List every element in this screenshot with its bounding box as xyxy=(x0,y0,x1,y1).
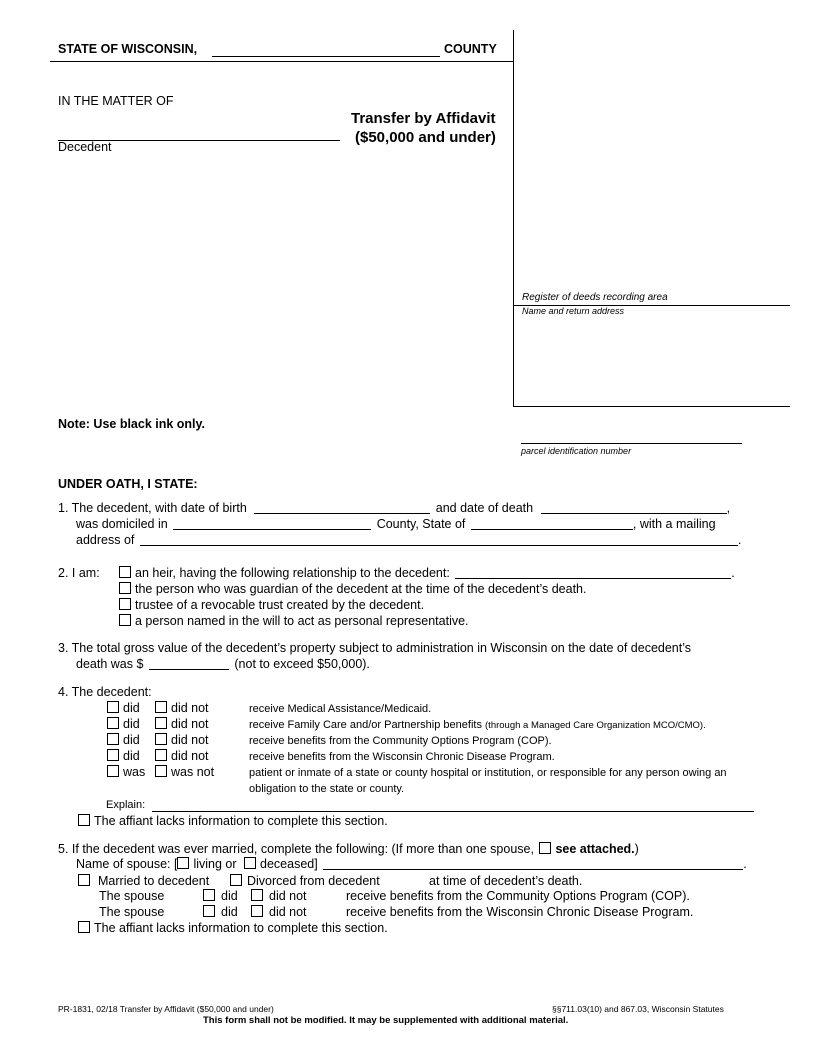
item1-domiciled-label: was domiciled in xyxy=(76,517,168,531)
item1-address-label: address of xyxy=(76,533,135,547)
medicaid-did-label: did xyxy=(123,701,140,715)
item3-line2 xyxy=(76,657,370,671)
footer-form-id: PR-1831, 02/18 Transfer by Affidavit ($50,000 and under) xyxy=(58,1004,274,1014)
dob-field[interactable] xyxy=(254,502,430,514)
item3-line1: 3. The total gross value of the decedent’s property subject to administration in Wisconsin on the date of decedent’s xyxy=(58,641,692,655)
institution-was-checkbox[interactable] xyxy=(107,765,119,777)
married-option xyxy=(78,874,209,888)
item4-row-familycare xyxy=(107,717,209,731)
parcel-id-label: parcel identification number xyxy=(521,446,632,456)
spouse-name-label: Name of spouse: [ xyxy=(76,857,178,871)
spouse-wcdp-text: receive benefits from the Wisconsin Chronic Disease Program. xyxy=(346,905,694,919)
item1-comma: , xyxy=(726,501,731,515)
spouse-deceased-label: deceased] xyxy=(260,857,318,871)
oath-heading: UNDER OATH, I STATE: xyxy=(58,477,198,491)
item4-row-familycare-text xyxy=(249,719,706,731)
divorced-label: Divorced from decedent xyxy=(247,874,380,888)
item4-lacks-label: The affiant lacks information to complete this section. xyxy=(94,814,388,828)
ink-note: Note: Use black ink only. xyxy=(58,417,206,431)
spouse-cop-text: receive benefits from the Community Options Program (COP). xyxy=(346,889,690,903)
item5-lacks-checkbox[interactable] xyxy=(78,921,90,933)
item4-row-cop xyxy=(107,733,209,747)
footer-statutes: §§711.03(10) and 867.03, Wisconsin Statutes xyxy=(552,1004,724,1014)
gross-value-label: death was $ xyxy=(76,657,144,671)
institution-was-label: was xyxy=(123,765,146,779)
see-attached-checkbox[interactable] xyxy=(539,842,551,854)
spouse-living-label: living or xyxy=(193,857,237,871)
item1-dod-label: and date of death xyxy=(435,501,534,515)
county-label: COUNTY xyxy=(444,42,497,56)
county-name-field[interactable] xyxy=(212,56,440,57)
item4-lacks-checkbox[interactable] xyxy=(78,814,90,826)
heir-period: . xyxy=(731,566,735,580)
spouse-living-checkbox[interactable] xyxy=(177,857,189,869)
wcdp-didnot-label: did not xyxy=(171,749,209,763)
dod-field[interactable] xyxy=(541,502,727,514)
wcdp-did-checkbox[interactable] xyxy=(107,749,119,761)
recording-area-border xyxy=(513,30,514,407)
item4-lead: 4. The decedent: xyxy=(58,685,152,699)
medicaid-didnot-checkbox[interactable] xyxy=(155,701,167,713)
heir-checkbox[interactable] xyxy=(119,566,131,578)
see-attached-paren: ) xyxy=(634,842,639,856)
institution-wasnot-checkbox[interactable] xyxy=(155,765,167,777)
matter-label: IN THE MATTER OF xyxy=(58,94,174,108)
trustee-checkbox[interactable] xyxy=(119,598,131,610)
familycare-did-checkbox[interactable] xyxy=(107,717,119,729)
explain-label: Explain: xyxy=(106,799,146,811)
trustee-label: trustee of a revocable trust created by the decedent. xyxy=(135,598,425,612)
state-label: STATE OF WISCONSIN, xyxy=(58,42,198,56)
wcdp-didnot-checkbox[interactable] xyxy=(155,749,167,761)
name-return-label: Name and return address xyxy=(522,306,625,316)
personal-rep-checkbox[interactable] xyxy=(119,614,131,626)
spouse-cop-row xyxy=(99,889,307,903)
personal-rep-label: a person named in the will to act as personal representative. xyxy=(135,614,469,628)
familycare-didnot-checkbox[interactable] xyxy=(155,717,167,729)
spouse-cop-didnot-checkbox[interactable] xyxy=(251,889,263,901)
item1-mailing-label: , with a mailing xyxy=(632,517,716,531)
gross-value-limit: (not to exceed $50,000). xyxy=(234,657,370,671)
familycare-note: (through a Managed Care Organization MCO/CMO). xyxy=(485,720,706,731)
item5-lead-text: 5. If the decedent was ever married, complete the following: (If more than one spouse, xyxy=(58,842,534,856)
parcel-id-field[interactable] xyxy=(521,443,742,444)
header-divider xyxy=(50,61,513,62)
item2-lead: 2. I am: xyxy=(58,566,100,580)
married-label: Married to decedent xyxy=(98,874,210,888)
item4-row-wcdp-text: receive benefits from the Wisconsin Chronic Disease Program. xyxy=(249,751,555,763)
cop-didnot-checkbox[interactable] xyxy=(155,733,167,745)
item1-state-label: County, State of xyxy=(376,517,466,531)
heir-label: an heir, having the following relationship to the decedent: xyxy=(135,566,450,580)
spouse-wcdp-didnot-label: did not xyxy=(269,905,307,919)
spouse-cop-did-checkbox[interactable] xyxy=(203,889,215,901)
see-attached-label: see attached. xyxy=(555,842,635,856)
divorced-checkbox[interactable] xyxy=(230,874,242,886)
item4-row-institution xyxy=(107,765,214,779)
item2-heir-option xyxy=(119,566,735,580)
marital-time-label: at time of decedent’s death. xyxy=(429,874,583,888)
cop-didnot-label: did not xyxy=(171,733,209,747)
item4-row-institution-text: patient or inmate of a state or county hospital or institution, or responsible for any person owing an xyxy=(249,767,727,779)
item2-guardian-option xyxy=(119,582,586,596)
domicile-county-field[interactable] xyxy=(173,518,371,530)
item1-line3 xyxy=(76,533,741,547)
divorced-option xyxy=(230,874,380,888)
spouse-cop-didnot-label: did not xyxy=(269,889,307,903)
item5-lead xyxy=(58,842,639,856)
familycare-text: receive Family Care and/or Partnership benefits xyxy=(249,719,482,731)
form-title: Transfer by Affidavit xyxy=(351,110,496,127)
item4-row-medicaid-text: receive Medical Assistance/Medicaid. xyxy=(249,703,432,715)
explain-field[interactable] xyxy=(152,811,754,812)
item4-row-institution-text2: obligation to the state or county. xyxy=(249,783,405,795)
recording-area-label: Register of deeds recording area xyxy=(522,292,668,303)
domicile-state-field[interactable] xyxy=(471,518,633,530)
mailing-address-field[interactable] xyxy=(140,534,738,546)
item1-dob-label: 1. The decedent, with date of birth xyxy=(58,501,247,515)
spouse-cop-label: The spouse xyxy=(99,889,165,903)
medicaid-didnot-label: did not xyxy=(171,701,209,715)
wcdp-did-label: did xyxy=(123,749,140,763)
item1-line2 xyxy=(76,517,716,531)
spouse-wcdp-didnot-checkbox[interactable] xyxy=(251,905,263,917)
spouse-name-field[interactable] xyxy=(323,858,743,870)
cop-did-checkbox[interactable] xyxy=(107,733,119,745)
spouse-deceased-checkbox[interactable] xyxy=(244,857,256,869)
decedent-label: Decedent xyxy=(58,140,112,154)
footer-notice: This form shall not be modified. It may be supplemented with additional material. xyxy=(203,1015,569,1026)
item2-rep-option xyxy=(119,614,469,628)
item4-row-cop-text: receive benefits from the Community Options Program (COP). xyxy=(249,735,552,747)
item1-period: . xyxy=(737,533,742,547)
item4-row-medicaid xyxy=(107,701,209,715)
item4-lacks-info xyxy=(78,814,388,828)
cop-did-label: did xyxy=(123,733,140,747)
guardian-label: the person who was guardian of the decedent at the time of the decedent’s death. xyxy=(135,582,587,596)
item5-lacks-info xyxy=(78,921,388,935)
item1-line1 xyxy=(58,501,730,515)
item5-lacks-label: The affiant lacks information to complete this section. xyxy=(94,921,388,935)
form-subtitle: ($50,000 and under) xyxy=(355,129,496,146)
institution-wasnot-label: was not xyxy=(171,765,215,779)
recording-area-bottom xyxy=(513,406,790,407)
gross-value-field[interactable] xyxy=(149,658,229,670)
spouse-wcdp-row xyxy=(99,905,307,919)
familycare-didnot-label: did not xyxy=(171,717,209,731)
married-checkbox[interactable] xyxy=(78,874,90,886)
guardian-checkbox[interactable] xyxy=(119,582,131,594)
spouse-cop-did-label: did xyxy=(221,889,238,903)
spouse-name-period: . xyxy=(743,857,747,871)
item5-spouse-name-row xyxy=(76,857,747,871)
item4-row-wcdp xyxy=(107,749,209,763)
item2-trustee-option xyxy=(119,598,424,612)
spouse-wcdp-did-label: did xyxy=(221,905,238,919)
medicaid-did-checkbox[interactable] xyxy=(107,701,119,713)
familycare-did-label: did xyxy=(123,717,140,731)
spouse-wcdp-did-checkbox[interactable] xyxy=(203,905,215,917)
relationship-field[interactable] xyxy=(455,567,731,579)
spouse-wcdp-label: The spouse xyxy=(99,905,165,919)
